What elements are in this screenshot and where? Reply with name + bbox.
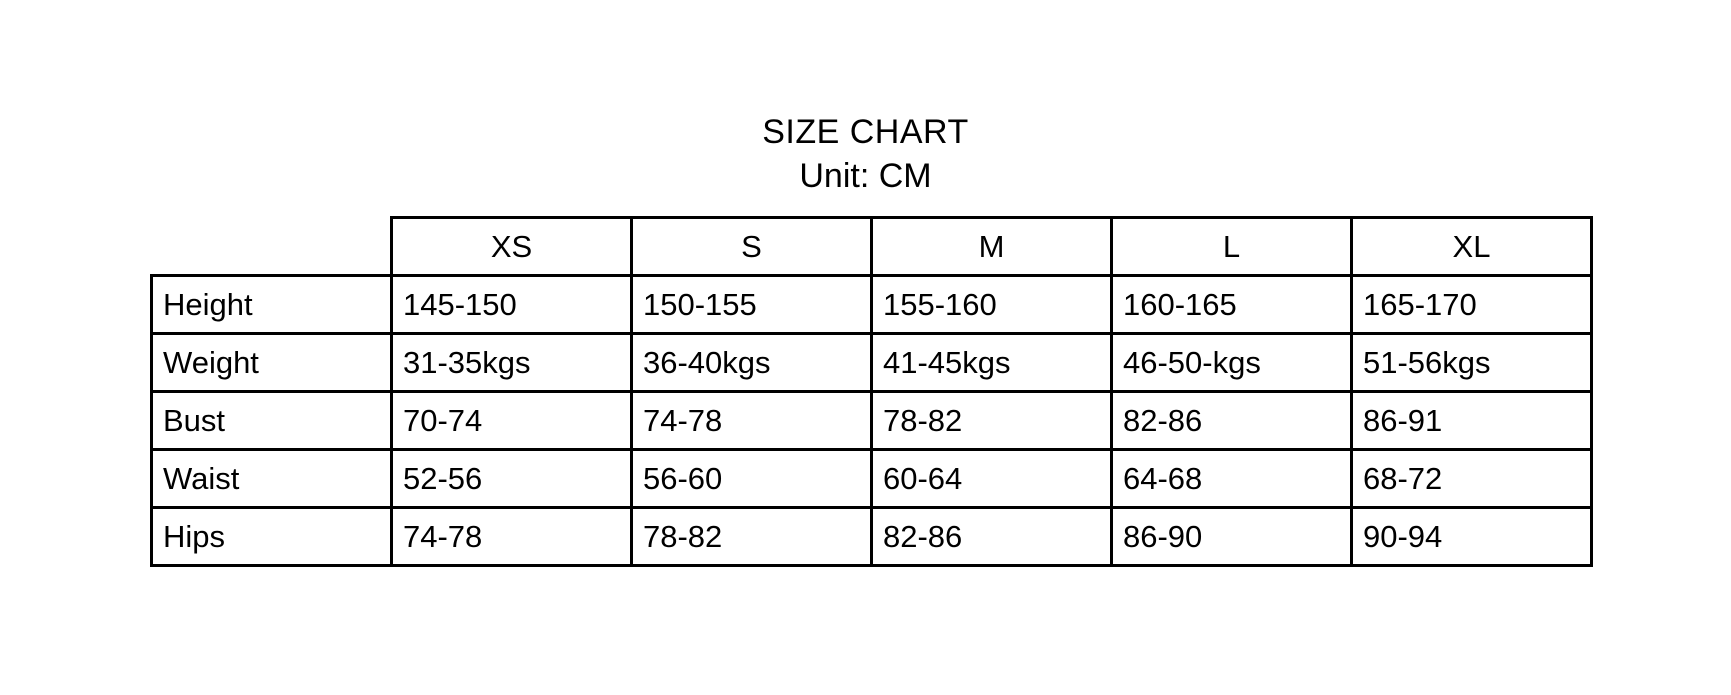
cell-bust-xl: 86-91 [1352,392,1592,450]
table-row [152,334,1592,392]
cell-hips-s: 78-82 [632,508,872,566]
column-header-m: M [872,218,1112,276]
cell-weight-xl: 51-56kgs [1352,334,1592,392]
column-header-xs: XS [392,218,632,276]
row-label-hips: Hips [152,508,392,566]
table-row [152,450,1592,508]
cell-waist-l: 64-68 [1112,450,1352,508]
cell-height-xs: 145-150 [392,276,632,334]
cell-bust-s: 74-78 [632,392,872,450]
cell-height-m: 155-160 [872,276,1112,334]
cell-weight-s: 36-40kgs [632,334,872,392]
row-label-waist: Waist [152,450,392,508]
table-row [152,508,1592,566]
cell-height-s: 150-155 [632,276,872,334]
cell-hips-xl: 90-94 [1352,508,1592,566]
size-chart-table [150,216,1593,567]
cell-waist-m: 60-64 [872,450,1112,508]
cell-bust-m: 78-82 [872,392,1112,450]
page-title: SIZE CHART [762,113,969,151]
corner-blank-cell [152,218,392,276]
table-row [152,276,1592,334]
table-row [152,392,1592,450]
column-header-l: L [1112,218,1352,276]
cell-bust-l: 82-86 [1112,392,1352,450]
row-label-bust: Bust [152,392,392,450]
column-header-xl: XL [1352,218,1592,276]
row-label-weight: Weight [152,334,392,392]
cell-height-xl: 165-170 [1352,276,1592,334]
cell-height-l: 160-165 [1112,276,1352,334]
cell-hips-l: 86-90 [1112,508,1352,566]
unit-subtitle: Unit: CM [799,157,932,195]
column-header-s: S [632,218,872,276]
cell-hips-m: 82-86 [872,508,1112,566]
cell-waist-s: 56-60 [632,450,872,508]
cell-bust-xs: 70-74 [392,392,632,450]
cell-weight-m: 41-45kgs [872,334,1112,392]
cell-waist-xl: 68-72 [1352,450,1592,508]
row-label-height: Height [152,276,392,334]
table-header-row [152,218,1592,276]
cell-weight-xs: 31-35kgs [392,334,632,392]
cell-waist-xs: 52-56 [392,450,632,508]
cell-weight-l: 46-50-kgs [1112,334,1352,392]
cell-hips-xs: 74-78 [392,508,632,566]
size-chart-table-wrapper [150,216,1590,567]
title-block [0,110,1731,198]
